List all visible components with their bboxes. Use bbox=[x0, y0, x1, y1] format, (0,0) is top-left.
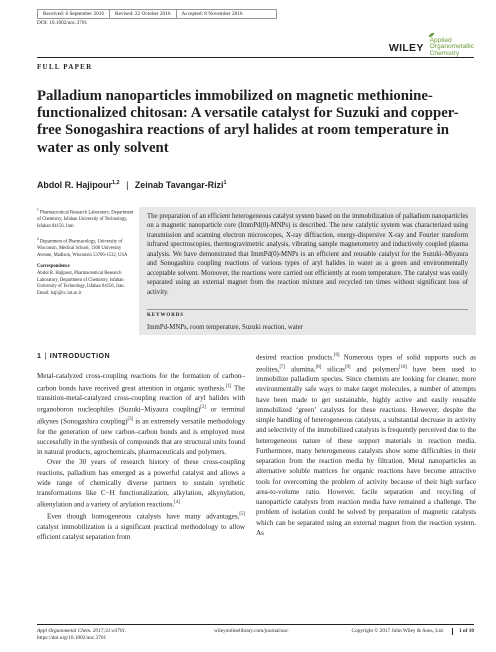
footer-website[interactable]: wileyonlinelibrary.com/journal/aoc bbox=[214, 628, 289, 634]
keywords-heading: KEYWORDS bbox=[147, 313, 184, 318]
received-date: Received: 6 September 2016 bbox=[38, 10, 110, 18]
body-paragraph: Over the 30 years of research history of these cross-coupling reactions, palladium has emerged as a powerful catalyst and allows a wide range of chemically diverse partners to sustain synthetic transformations like C−H functionalization, alkylation, alkynylation, alkenylation and a variety of arylation reactions.[4] bbox=[37, 458, 245, 509]
citation-marker[interactable]: [4] bbox=[174, 500, 180, 506]
abstract-text: The preparation of an efficient heterogeneous catalyst system based on the immobilization of palladium nanoparticles on a magnetic nanoparticle core (ImmPd(0)-MNPs) is described. The new catalytic system was characterized using transmission and scanning electron microscopes, X-ray diffraction, energy-dispersive X-ray and Fourier transform infrared spectroscopies, thermogravimetric analysis, vibrating sample magnetometry and inductively coupled plasma analysis. We have demonstrated that ImmPd(0)-MNPs is an efficient and reusable catalyst for the Suzuki–Miyaura and Sonogashira coupling reactions of various types of aryl halides in water as a green and environmentally acceptable solvent. Moreover, the reactions were carried out efficiently at room temperature. The catalyst was easily separated using an external magnet from the reaction mixture and recycled ten times without significant loss of activity. bbox=[147, 213, 468, 296]
footer-copyright: Copyright © 2017 John Wiley & Sons, Ltd. bbox=[351, 628, 444, 634]
keywords-list: ImmPd-MNPs, room temperature, Suzuki reaction, water bbox=[147, 324, 303, 331]
journal-logo bbox=[429, 38, 474, 57]
section-title: INTRODUCTION bbox=[49, 352, 111, 360]
author-list bbox=[37, 180, 227, 190]
leaf-icon bbox=[428, 32, 435, 38]
citation-marker[interactable]: [10] bbox=[398, 364, 407, 370]
citation-marker[interactable]: [2] bbox=[200, 405, 206, 411]
paper-title: Palladium nanoparticles immobilized on magnetic methionine-functionalized chitosan: A versatile catalyst for Suzuki and copper-free Sonogashira reactions of aryl halides at room temperature in water as only solvent bbox=[37, 88, 459, 156]
author-affiliation-marker: 1 bbox=[223, 180, 227, 187]
author-affiliation-marker: 1,2 bbox=[111, 180, 120, 187]
citation-marker[interactable]: [1] bbox=[225, 383, 232, 389]
accepted-date: Accepted: 8 November 2016 bbox=[181, 11, 243, 17]
author-name[interactable]: Zeinab Tavangar-Rizi bbox=[134, 180, 224, 190]
journal-logo-line-1: Applied bbox=[429, 37, 452, 44]
body-column-left bbox=[37, 351, 245, 542]
correspondence-heading: Correspondence bbox=[37, 264, 70, 270]
affiliation-1: $^1$ Pharmaceutical Research Laboratory, Department of Chemistry, Isfahan University of Technology, Isfahan 84156, Iran bbox=[37, 208, 134, 229]
citation-marker[interactable]: [5] bbox=[239, 511, 245, 517]
footer-right bbox=[352, 628, 474, 635]
page-number: 1 of 10 bbox=[452, 628, 474, 635]
author-separator: | bbox=[126, 180, 129, 190]
correspondence-text: Abdol R. Hajipour, Pharmaceutical Research Laboratory, Department of Chemistry, Isfahan University of Technology, Isfahan 84156, Iran. bbox=[37, 271, 125, 290]
body-paragraph: Even though homogeneous catalysts have many advantages,[5] catalyst immobilization is a significant practical methodology to allow efficient catalyst separation from bbox=[37, 511, 245, 541]
citation-marker[interactable]: [6] bbox=[333, 353, 340, 358]
publisher-logo: WILEY bbox=[388, 41, 424, 54]
section-number: 1 bbox=[37, 352, 42, 360]
footer-journal-line: Appl Organometal Chem. 2017;31:e3701. bbox=[37, 628, 127, 634]
citation-marker[interactable]: [9] bbox=[344, 364, 351, 370]
body-paragraph: desired reaction products.[6] Numerous types of solid supports such as zeolites,[7] alumina,[8] silicas[9] and polymers[10] have been used to immobilize palladium species. Since chemists are looking for cleaner, more environmentally safe ways to make target molecules, a number of attempts have been made to get sustainable, highly active and easily reusable immobilized ‘green’ catalysts for these reactions. However, despite the simple handling of heterogeneous catalysts, a substantial decrease in activity and selectivity of the immobilized catalysts is frequently perceived due to the heterogeneous nature of these support materials in reaction media. Furthermore, many heterogeneous catalysts show some difficulties in their separation from the reaction media by filtration. Metal nanoparticles as alternative soluble matrices for organic reactions have become attractive tools for overcoming the problem of activity because of their high surface area-to-volume ratio. However, facile separation and recycling of nanoparticle catalysts from reaction media have remained a challenge. The problem of isolation could be solved by preparation of magnetic catalysts which can be separated using an external magnet from the reaction system. As bbox=[256, 353, 476, 537]
journal-logo-line-2: Organometallic bbox=[429, 43, 474, 51]
revised-date: Revised: 22 October 2016 bbox=[110, 10, 176, 18]
section-heading: 1 | INTRODUCTION bbox=[37, 352, 111, 360]
correspondence-email[interactable]: Email: haji@cc.iut.ac.ir bbox=[37, 291, 82, 297]
citation-marker[interactable]: [8] bbox=[315, 364, 322, 370]
author-name[interactable]: Abdol R. Hajipour bbox=[37, 180, 112, 190]
affiliations bbox=[37, 207, 137, 303]
doi[interactable]: DOI: 10.1002/aoc.3701 bbox=[37, 20, 88, 26]
body-column-right bbox=[256, 351, 476, 538]
journal-logo-line-3: Chemistry bbox=[429, 49, 460, 57]
footer-rule bbox=[37, 624, 474, 625]
keywords-divider bbox=[147, 309, 468, 310]
footer-citation bbox=[37, 628, 126, 642]
footer-doi-link[interactable]: https://doi.org/10.1002/aoc.3701 bbox=[37, 635, 107, 642]
paper-type: FULL PAPER bbox=[37, 63, 93, 71]
affiliation-2: $^2$ Department of Pharmacology, University of Wisconsin, Medical School, 1300 University Avenue, Madison, Wisconsin 53706-1532, USA bbox=[37, 236, 128, 258]
citation-marker[interactable]: [3] bbox=[127, 416, 134, 422]
article-dates bbox=[37, 9, 277, 19]
header-rule bbox=[37, 57, 474, 58]
abstract-box bbox=[139, 207, 476, 335]
body-paragraph: Metal-catalyzed cross-coupling reactions for the formation of carbon–carbon bonds have received great attention in organic synthesis.[1] The transition-metal-catalyzed cross-coupling reaction of aryl halides with organoboron nucleophiles (Suzuki–Miyaura coupling)[2] or terminal alkynes (Sonogashira coupling)[3] is an extremely versatile methodology for the generation of new carbon–carbon bonds and is employed most successfully in the synthesis of compounds that are structural units found in natural products, agrochemicals, pharmaceuticals and polymers. bbox=[37, 372, 246, 457]
header-logos bbox=[389, 38, 474, 57]
citation-marker[interactable]: [7] bbox=[279, 364, 286, 370]
